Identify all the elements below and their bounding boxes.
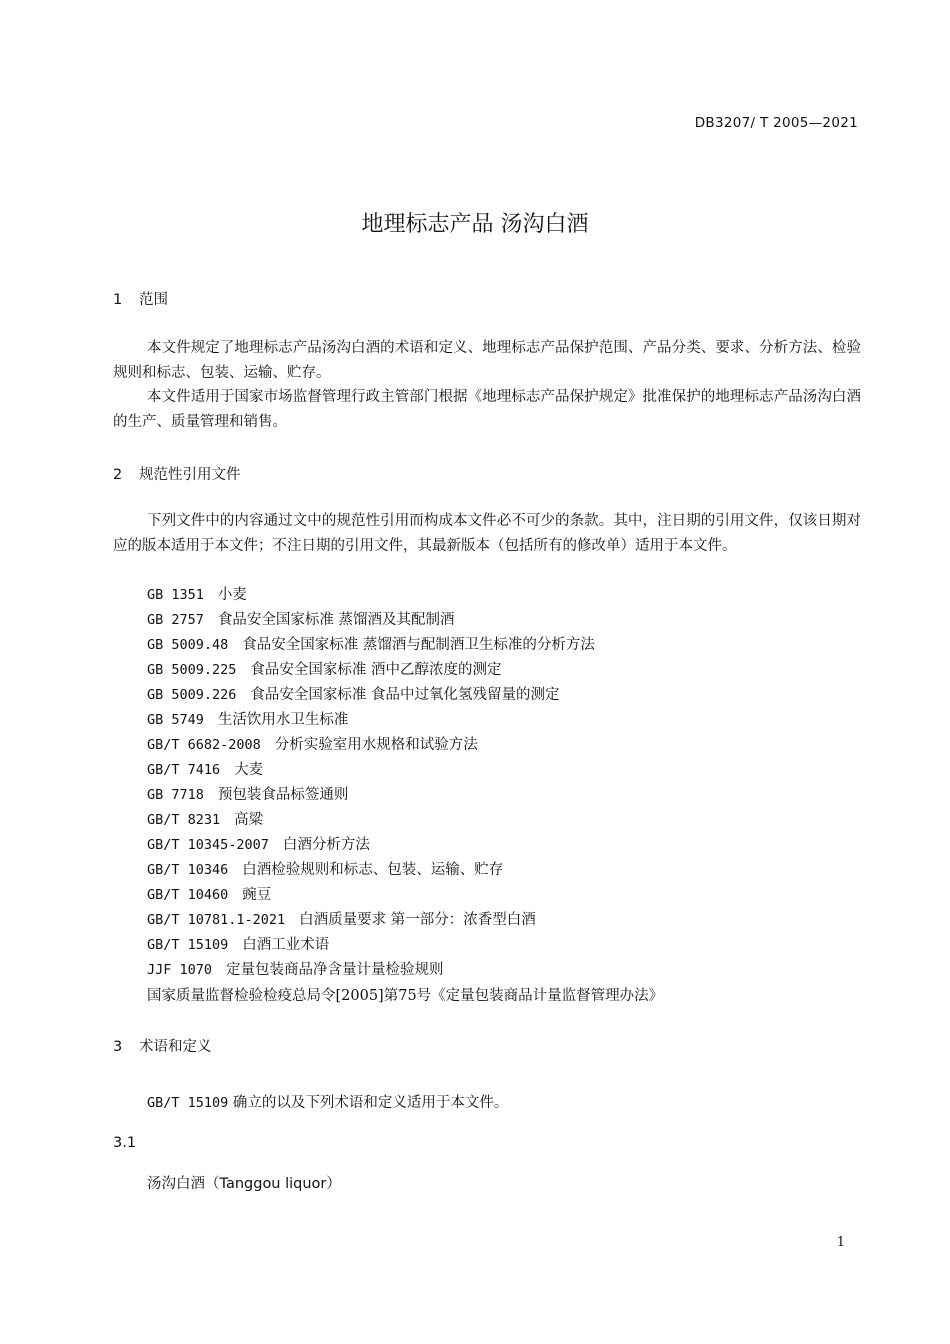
reference-code: GB 5009.226 bbox=[147, 687, 237, 703]
reference-item bbox=[147, 633, 595, 658]
reference-item bbox=[147, 658, 595, 683]
reference-item bbox=[147, 683, 595, 708]
reference-item bbox=[147, 858, 595, 883]
reference-title: 生活饮用水卫生标准 bbox=[217, 712, 349, 728]
intro-reference-code: GB/T 15109 bbox=[147, 1095, 229, 1111]
reference-title: 预包装食品标签通则 bbox=[217, 787, 349, 803]
document-code: DB3207/ T 2005—2021 bbox=[694, 115, 858, 131]
reference-code: GB 7718 bbox=[147, 787, 204, 803]
reference-code: GB 1351 bbox=[147, 587, 204, 603]
reference-code: GB/T 10460 bbox=[147, 887, 229, 903]
reference-title: 食品安全国家标准 食品中过氧化氢残留量的测定 bbox=[250, 687, 560, 703]
reference-code: GB/T 10346 bbox=[147, 862, 229, 878]
reference-code: GB/T 8231 bbox=[147, 812, 221, 828]
document-title: 地理标志产品 汤沟白酒 bbox=[361, 212, 589, 237]
reference-title: 高粱 bbox=[234, 812, 264, 828]
section-1-heading bbox=[113, 288, 168, 309]
reference-item bbox=[147, 758, 595, 783]
reference-item bbox=[147, 583, 595, 608]
reference-code: GB 2757 bbox=[147, 612, 204, 628]
reference-code: GB/T 10781.1-2021 bbox=[147, 912, 286, 928]
reference-item bbox=[147, 908, 595, 933]
reference-title: 豌豆 bbox=[242, 887, 272, 903]
section-number: 2 bbox=[113, 467, 123, 483]
reference-code: GB 5749 bbox=[147, 712, 204, 728]
reference-item bbox=[147, 808, 595, 833]
section-3-heading bbox=[113, 1035, 212, 1056]
reference-item bbox=[147, 783, 595, 808]
section-title: 规范性引用文件 bbox=[139, 467, 241, 483]
reference-title: 大麦 bbox=[234, 762, 264, 778]
reference-decree: 国家质量监督检验检疫总局令[2005]第75号《定量包装商品计量监督管理办法》 bbox=[147, 988, 664, 1004]
section-title: 术语和定义 bbox=[139, 1039, 212, 1055]
reference-code: GB/T 15109 bbox=[147, 937, 229, 953]
reference-item bbox=[147, 608, 595, 633]
reference-title: 定量包装商品净含量计量检验规则 bbox=[226, 962, 444, 978]
reference-title: 白酒质量要求 第一部分：浓香型白酒 bbox=[299, 912, 536, 928]
subsection-number: 3.1 bbox=[113, 1135, 137, 1151]
reference-code: GB/T 7416 bbox=[147, 762, 221, 778]
section-2-paragraph-1: 下列文件中的内容通过文中的规范性引用而构成本文件必不可少的条款。其中，注日期的引用文件，仅该日期对应的版本适用于本文件；不注日期的引用文件，其最新版本（包括所有的修改单）适用于本文件。 bbox=[113, 513, 861, 554]
term-heading: 汤沟白酒（Tanggou liquor） bbox=[147, 1176, 341, 1192]
reference-code: JJF 1070 bbox=[147, 962, 213, 978]
section-number: 1 bbox=[113, 292, 123, 308]
reference-item bbox=[147, 933, 595, 958]
reference-item bbox=[147, 708, 595, 733]
reference-code: GB/T 6682-2008 bbox=[147, 737, 261, 753]
reference-title: 分析实验室用水规格和试验方法 bbox=[274, 737, 478, 753]
reference-title: 白酒工业术语 bbox=[242, 937, 330, 953]
reference-item bbox=[147, 883, 595, 908]
reference-item bbox=[147, 833, 595, 858]
reference-code: GB 5009.48 bbox=[147, 637, 229, 653]
reference-title: 食品安全国家标准 蒸馏酒与配制酒卫生标准的分析方法 bbox=[242, 637, 595, 653]
section-1-paragraph-2: 本文件适用于国家市场监督管理行政主管部门根据《地理标志产品保护规定》批准保护的地理标志产品汤沟白酒的生产、质量管理和销售。 bbox=[113, 389, 861, 430]
section-3-intro bbox=[147, 1091, 508, 1112]
reference-title: 小麦 bbox=[217, 587, 247, 603]
section-1-paragraph-1: 本文件规定了地理标志产品汤沟白酒的术语和定义、地理标志产品保护范围、产品分类、要求、分析方法、检验规则和标志、包装、运输、贮存。 bbox=[113, 340, 861, 381]
reference-item bbox=[147, 733, 595, 758]
page-number: 1 bbox=[836, 1235, 845, 1250]
reference-list bbox=[147, 583, 595, 983]
section-2-heading bbox=[113, 463, 241, 484]
reference-code: GB 5009.225 bbox=[147, 662, 237, 678]
reference-code: GB/T 10345-2007 bbox=[147, 837, 269, 853]
section-title: 范围 bbox=[139, 292, 168, 308]
reference-title: 食品安全国家标准 酒中乙醇浓度的测定 bbox=[250, 662, 502, 678]
intro-text: 确立的以及下列术语和定义适用于本文件。 bbox=[228, 1095, 509, 1111]
reference-item bbox=[147, 958, 595, 983]
section-number: 3 bbox=[113, 1039, 123, 1055]
reference-title: 白酒检验规则和标志、包装、运输、贮存 bbox=[242, 862, 504, 878]
reference-title: 食品安全国家标准 蒸馏酒及其配制酒 bbox=[217, 612, 455, 628]
reference-title: 白酒分析方法 bbox=[282, 837, 370, 853]
